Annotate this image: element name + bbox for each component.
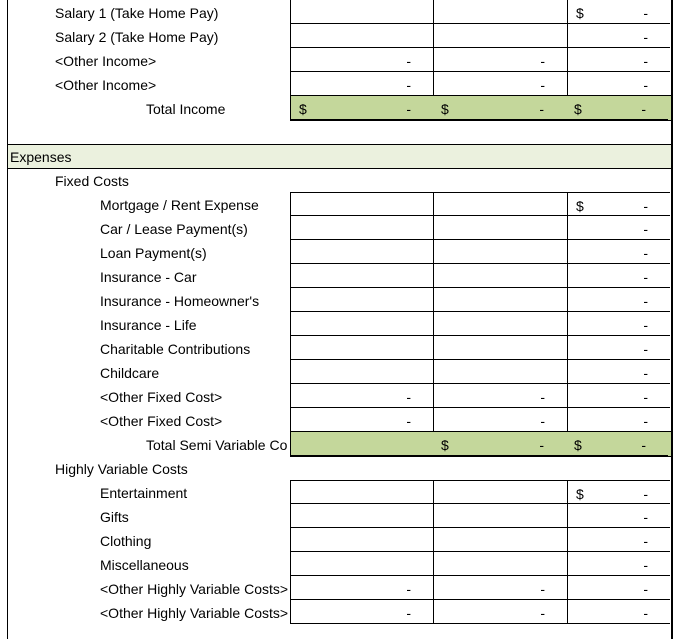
amount-cells	[290, 600, 671, 624]
row-label: Expenses	[10, 149, 72, 165]
amount-cell[interactable]	[290, 216, 434, 240]
row-label: Insurance - Car	[100, 269, 197, 285]
amount-cell[interactable]	[290, 288, 434, 312]
amount-value: -	[406, 101, 411, 117]
amount-value: -	[540, 413, 545, 429]
amount-cells	[290, 336, 671, 360]
amount-cell[interactable]	[434, 336, 568, 360]
amount-cell[interactable]	[434, 600, 568, 624]
amount-value: -	[643, 389, 648, 405]
amount-cells	[290, 431, 671, 457]
amount-value: -	[643, 486, 648, 502]
amount-cell[interactable]	[434, 240, 568, 264]
amount-cell[interactable]	[434, 480, 568, 504]
amount-cell[interactable]	[290, 600, 434, 624]
amount-cell[interactable]	[434, 312, 568, 336]
amount-cell[interactable]	[290, 72, 434, 96]
amount-cells	[290, 216, 671, 240]
amount-cell[interactable]	[568, 264, 670, 288]
amount-cell[interactable]	[568, 24, 670, 48]
row-label: <Other Fixed Cost>	[100, 413, 223, 429]
amount-cell[interactable]	[290, 408, 434, 432]
amount-cell[interactable]	[434, 408, 568, 432]
amount-cells	[290, 288, 671, 312]
amount-cells	[290, 408, 671, 432]
amount-value: -	[539, 101, 544, 117]
currency-symbol: $	[441, 101, 449, 117]
table-row	[8, 24, 671, 48]
amount-cell[interactable]	[568, 504, 670, 528]
amount-cell[interactable]	[434, 504, 568, 528]
amount-cell[interactable]	[290, 192, 434, 216]
amount-value: -	[643, 581, 648, 597]
amount-cells	[290, 72, 671, 96]
table-row	[8, 504, 671, 528]
amount-cells	[290, 95, 671, 121]
amount-cells	[290, 360, 671, 384]
table-row	[8, 336, 671, 360]
amount-cells	[290, 24, 671, 48]
table-row	[8, 360, 671, 384]
row-label: Entertainment	[100, 485, 188, 501]
table-row	[8, 552, 671, 576]
amount-cell[interactable]	[433, 96, 566, 120]
amount-value: -	[406, 413, 411, 429]
row-label: Car / Lease Payment(s)	[100, 221, 248, 237]
amount-cell[interactable]	[290, 96, 433, 120]
amount-value: -	[643, 77, 648, 93]
table-row	[8, 120, 671, 144]
amount-cells	[290, 0, 671, 24]
amount-cells	[290, 576, 671, 600]
amount-value: -	[643, 317, 648, 333]
amount-value: -	[540, 581, 545, 597]
amount-cells	[290, 48, 671, 72]
amount-cell[interactable]	[568, 600, 670, 624]
amount-value: -	[643, 245, 648, 261]
amount-cell[interactable]	[568, 576, 670, 600]
amount-cell[interactable]	[290, 528, 434, 552]
amount-value: -	[406, 605, 411, 621]
row-label: Miscellaneous	[100, 557, 189, 573]
amount-cell[interactable]	[290, 264, 434, 288]
table-row	[8, 312, 671, 336]
row-label: <Other Highly Variable Costs>	[100, 581, 289, 597]
amount-cell[interactable]	[566, 432, 668, 456]
amount-cell[interactable]	[568, 72, 670, 96]
amount-value: -	[540, 53, 545, 69]
amount-value: -	[641, 437, 646, 453]
table-row	[8, 216, 671, 240]
amount-value: -	[406, 389, 411, 405]
amount-cells	[290, 384, 671, 408]
amount-value: -	[641, 101, 646, 117]
amount-cell[interactable]	[568, 192, 670, 216]
amount-value: -	[643, 557, 648, 573]
amount-cell[interactable]	[434, 552, 568, 576]
amount-cell[interactable]	[568, 384, 670, 408]
amount-cell[interactable]	[566, 96, 668, 120]
amount-cell[interactable]	[434, 288, 568, 312]
row-label: <Other Income>	[55, 53, 157, 69]
amount-cell[interactable]	[434, 192, 568, 216]
amount-cell[interactable]	[290, 48, 434, 72]
amount-cell[interactable]	[433, 432, 566, 456]
amount-cells	[290, 504, 671, 528]
amount-cell[interactable]	[568, 360, 670, 384]
row-label: Fixed Costs	[55, 173, 129, 189]
table-row	[8, 264, 671, 288]
table-row	[8, 72, 671, 96]
amount-cell[interactable]	[290, 360, 434, 384]
category-heading	[8, 168, 671, 192]
amount-value: -	[643, 29, 648, 45]
amount-cell[interactable]	[434, 384, 568, 408]
amount-cell[interactable]	[290, 240, 434, 264]
amount-cell[interactable]	[290, 432, 433, 456]
row-label: Insurance - Homeowner's	[100, 293, 260, 309]
amount-value: -	[643, 413, 648, 429]
amount-cell[interactable]	[568, 240, 670, 264]
amount-cell[interactable]	[568, 0, 670, 24]
row-label: Childcare	[100, 365, 160, 381]
amount-cell[interactable]	[568, 48, 670, 72]
currency-symbol: $	[576, 486, 584, 502]
row-label: Salary 1 (Take Home Pay)	[55, 5, 219, 21]
table-row	[8, 600, 671, 624]
amount-cell[interactable]	[290, 480, 434, 504]
table-row	[8, 576, 671, 600]
amount-value: -	[406, 581, 411, 597]
total-label: Total Income	[146, 101, 226, 117]
total-row	[8, 96, 671, 120]
amount-cells	[290, 240, 671, 264]
section-header	[8, 144, 671, 169]
amount-value: -	[643, 198, 648, 214]
amount-cell[interactable]	[434, 576, 568, 600]
amount-cell[interactable]	[290, 576, 434, 600]
amount-cells	[290, 264, 671, 288]
amount-cells	[290, 480, 671, 504]
table-row	[8, 192, 671, 216]
amount-cells	[290, 528, 671, 552]
amount-value: -	[643, 269, 648, 285]
amount-cell[interactable]	[290, 552, 434, 576]
amount-value: -	[643, 221, 648, 237]
amount-value: -	[406, 77, 411, 93]
amount-cell[interactable]	[290, 504, 434, 528]
row-label: Insurance - Life	[100, 317, 197, 333]
amount-cell[interactable]	[434, 48, 568, 72]
table-row	[8, 408, 671, 432]
row-label: <Other Highly Variable Costs>	[100, 605, 289, 621]
currency-symbol: $	[574, 101, 582, 117]
amount-value: -	[643, 605, 648, 621]
table-row	[8, 48, 671, 72]
amount-cell[interactable]	[434, 360, 568, 384]
currency-symbol: $	[574, 437, 582, 453]
currency-symbol: $	[576, 5, 584, 21]
amount-cell[interactable]	[290, 384, 434, 408]
amount-cell[interactable]	[568, 552, 670, 576]
amount-value: -	[643, 365, 648, 381]
amount-cells	[290, 312, 671, 336]
amount-cells	[290, 552, 671, 576]
amount-cell[interactable]	[434, 72, 568, 96]
row-label: Charitable Contributions	[100, 341, 251, 357]
table-row	[8, 240, 671, 264]
row-label: Highly Variable Costs	[55, 461, 188, 477]
table-row	[8, 480, 671, 504]
amount-value: -	[539, 437, 544, 453]
amount-cell[interactable]	[290, 0, 434, 24]
total-label: Total Semi Variable Co	[146, 437, 288, 453]
amount-value: -	[643, 293, 648, 309]
amount-cell[interactable]	[290, 24, 434, 48]
row-label: Gifts	[100, 509, 129, 525]
amount-value: -	[643, 5, 648, 21]
row-label: Mortgage / Rent Expense	[100, 197, 259, 213]
currency-symbol: $	[299, 101, 307, 117]
amount-cell[interactable]	[434, 24, 568, 48]
amount-cell[interactable]	[568, 288, 670, 312]
amount-cell[interactable]	[568, 408, 670, 432]
amount-value: -	[406, 53, 411, 69]
amount-value: -	[643, 53, 648, 69]
budget-sheet	[7, 0, 673, 639]
table-row	[8, 528, 671, 552]
amount-value: -	[643, 533, 648, 549]
row-label: Loan Payment(s)	[100, 245, 207, 261]
amount-cell[interactable]	[290, 336, 434, 360]
amount-cell[interactable]	[434, 528, 568, 552]
table-row	[8, 288, 671, 312]
category-heading	[8, 456, 671, 480]
row-label: <Other Fixed Cost>	[100, 389, 223, 405]
amount-cell[interactable]	[434, 0, 568, 24]
amount-cell[interactable]	[568, 336, 670, 360]
amount-value: -	[643, 509, 648, 525]
amount-cells	[290, 192, 671, 216]
amount-cell[interactable]	[568, 480, 670, 504]
table-row	[8, 384, 671, 408]
amount-value: -	[540, 77, 545, 93]
amount-cell[interactable]	[568, 528, 670, 552]
amount-value: -	[643, 341, 648, 357]
currency-symbol: $	[441, 437, 449, 453]
row-label: Clothing	[100, 533, 152, 549]
total-row	[8, 432, 671, 456]
amount-cell[interactable]	[434, 216, 568, 240]
amount-cell[interactable]	[290, 312, 434, 336]
amount-value: -	[540, 605, 545, 621]
currency-symbol: $	[576, 198, 584, 214]
amount-cell[interactable]	[568, 216, 670, 240]
row-label: Salary 2 (Take Home Pay)	[55, 29, 219, 45]
amount-cell[interactable]	[568, 312, 670, 336]
amount-value: -	[540, 389, 545, 405]
amount-cell[interactable]	[434, 264, 568, 288]
table-row	[8, 0, 671, 24]
row-label: <Other Income>	[55, 77, 157, 93]
